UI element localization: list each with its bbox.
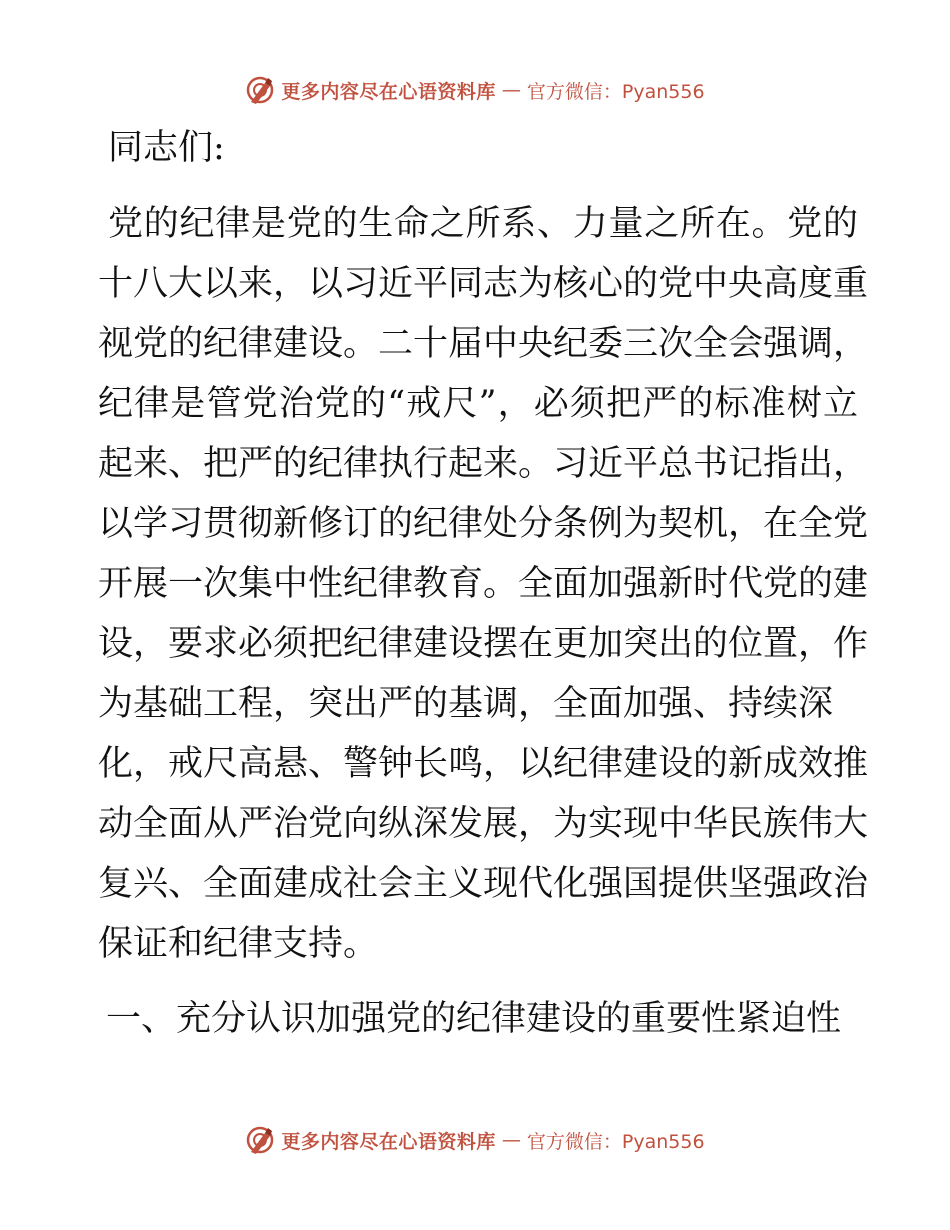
watermark-separator: — xyxy=(501,1129,521,1151)
watermark-brand-text: 更多内容尽在心语资料库 xyxy=(281,80,496,103)
watermark-brand-text: 更多内容尽在心语资料库 xyxy=(281,1130,496,1153)
paragraph-line: 开展一次集中性纪律教育。全面加强新时代党的建 xyxy=(98,564,869,604)
paragraph-line: 保证和纪律支持。 xyxy=(98,924,379,964)
paragraph-line: 动全面从严治党向纵深发展，为实现中华民族伟大 xyxy=(98,804,869,844)
salutation: 同志们: xyxy=(108,128,225,168)
paragraph-line: 十八大以来，以习近平同志为核心的党中央高度重 xyxy=(98,264,869,304)
section-heading: 一、充分认识加强党的纪律建设的重要性紧迫性 xyxy=(106,999,842,1039)
watermark-separator: — xyxy=(501,79,521,101)
paragraph-line: 以学习贯彻新修订的纪律处分条例为契机，在全党 xyxy=(98,504,869,544)
paragraph-line: 纪律是管党治党的“戒尺”，必须把严的标准树立 xyxy=(98,384,858,424)
body-paragraph xyxy=(98,194,869,974)
watermark-banner-bottom xyxy=(0,1122,950,1158)
paragraph-line: 起来、把严的纪律执行起来。习近平总书记指出， xyxy=(98,444,869,484)
paragraph-line: 视党的纪律建设。二十届中央纪委三次全会强调， xyxy=(98,324,869,364)
paragraph-line: 复兴、全面建成社会主义现代化强国提供坚强政治 xyxy=(98,864,869,904)
watermark-contact-text: 官方微信：Pyan556 xyxy=(526,1130,705,1153)
pen-circle-logo-icon xyxy=(245,75,275,105)
pen-circle-logo-icon xyxy=(245,1125,275,1155)
document-body xyxy=(98,123,869,1049)
watermark-banner-top xyxy=(0,72,950,108)
watermark-contact-text: 官方微信：Pyan556 xyxy=(526,80,705,103)
paragraph-line: 党的纪律是党的生命之所系、力量之所在。党的 xyxy=(108,204,858,244)
paragraph-line: 化，戒尺高悬、警钟长鸣，以纪律建设的新成效推 xyxy=(98,744,869,784)
paragraph-line: 为基础工程，突出严的基调，全面加强、持续深 xyxy=(98,684,834,724)
paragraph-line: 设，要求必须把纪律建设摆在更加突出的位置，作 xyxy=(98,624,869,664)
